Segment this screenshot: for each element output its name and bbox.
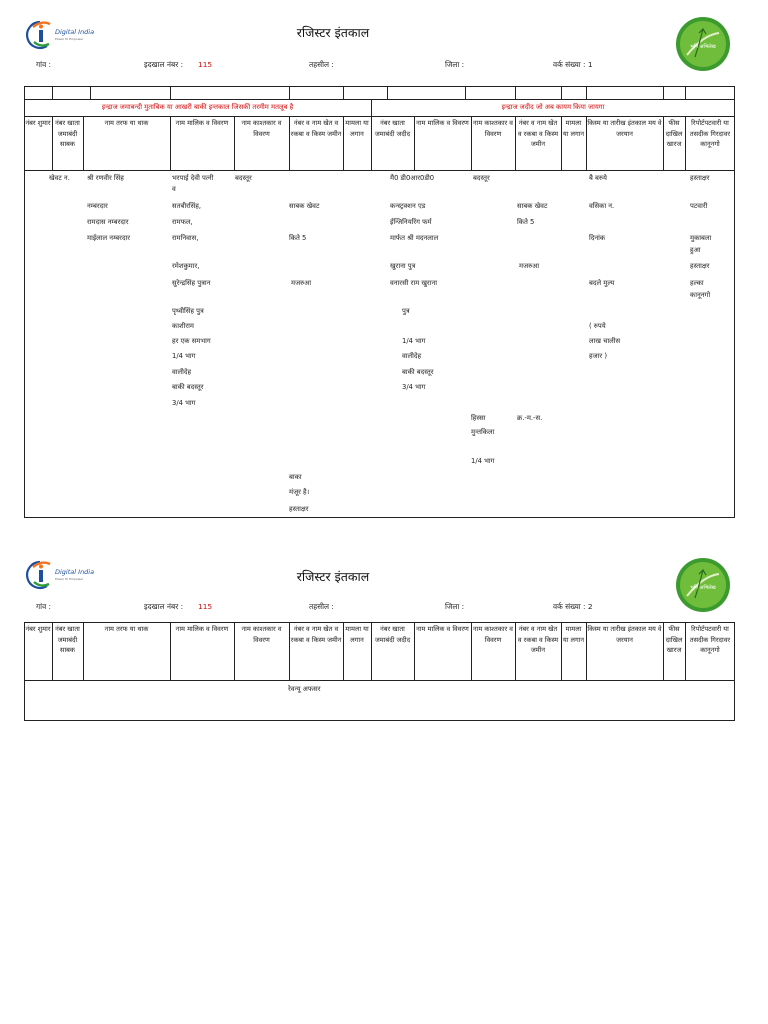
body-cell: बाकी बदस्तूर bbox=[402, 368, 434, 376]
column-header: नाम काश्तकार व विवरण bbox=[473, 119, 513, 138]
column-header: मामला या लगान bbox=[562, 625, 585, 644]
column-header: नाम मालिक व विवरण bbox=[416, 625, 469, 633]
body-cell: रेवन्यू अफसर bbox=[288, 685, 321, 693]
body-cell: हिस्सा bbox=[471, 414, 486, 422]
body-cell: वनारसी राम खुराना bbox=[390, 279, 438, 287]
digital-india-logo bbox=[28, 558, 95, 592]
mutation-number-label: इदखाल नंबर : bbox=[144, 60, 184, 69]
body-cell: बदस्तूर bbox=[473, 174, 490, 182]
page-number: वर्क संख्या : 2 bbox=[553, 602, 593, 611]
column-header: नंबर शुमार bbox=[25, 119, 51, 127]
column-header: नंबर खाता जमाबंदी साबक bbox=[55, 625, 80, 655]
column-header: नाम काश्तकार व विवरण bbox=[473, 625, 513, 644]
body-cell: हल्का bbox=[690, 279, 704, 287]
band-right-heading: इन्द्राज जदीद जो अब कायम किया जायगा bbox=[501, 103, 605, 111]
column-header: फीस दाखिल खारज bbox=[665, 625, 683, 655]
body-cell: मै0 डी0आर0डी0 bbox=[390, 174, 435, 182]
body-cell: पृथ्वीसिंह पुत्र bbox=[172, 307, 204, 315]
body-cell: काशीराम bbox=[172, 322, 194, 330]
body-cell: क्र.-म.-स. bbox=[517, 414, 543, 422]
body-cell: हुआ bbox=[690, 246, 701, 254]
body-cell: बदस्तूर bbox=[235, 174, 252, 182]
mutation-number-value: 115 bbox=[198, 602, 213, 611]
district-label: जिला : bbox=[445, 60, 465, 69]
column-header: मामला या लगान bbox=[345, 119, 369, 138]
column-header: नाम तरफ या थाक bbox=[104, 625, 149, 633]
body-cell: मजरुआ bbox=[519, 262, 540, 270]
column-header: रिपोर्टपटवारी या तसदीक गिरदावर कानूनगो bbox=[689, 625, 731, 655]
column-header: नाम काश्तकार व विवरण bbox=[241, 119, 282, 138]
band-left-heading: इन्द्राज जमाबन्दी मुताबिक या आखरी बाकी इन्तकाल जिसकी तरमीम मतलूब है bbox=[101, 103, 294, 111]
column-header: नाम मालिक व विवरण bbox=[175, 119, 229, 127]
column-header: नंबर व नाम खेत व रकबा व किस्म जमीन bbox=[517, 625, 559, 655]
column-header: मामला या लगान bbox=[562, 119, 585, 138]
body-cell: रामनिवास, bbox=[172, 234, 199, 242]
body-cell: वसिका न. bbox=[589, 202, 615, 210]
column-header: मामला या लगान bbox=[345, 625, 369, 644]
body-cell: सतबीरसिंह, bbox=[172, 202, 202, 210]
column-header: किस्म या तारीख इंतकाल मय वे जरयान bbox=[587, 625, 662, 644]
body-cell: बै बरुये bbox=[589, 174, 607, 182]
logo-tagline: Power To Empower bbox=[55, 37, 84, 41]
column-header: नाम मालिक व विवरण bbox=[175, 625, 229, 633]
body-cell: मजरुआ bbox=[291, 279, 312, 287]
body-cell: दिनांक bbox=[589, 234, 606, 242]
emblem-text: भूमि अभिलेख bbox=[690, 585, 716, 591]
body-cell: हस्ताक्षर bbox=[690, 174, 710, 182]
body-cell: वालीदेह bbox=[172, 368, 192, 376]
body-cell: बदले मुल्य bbox=[589, 279, 615, 287]
body-cell: पुत्र bbox=[402, 307, 410, 315]
body-cell: रामदास नम्बरदार bbox=[87, 218, 129, 226]
body-cell: 3/4 भाग bbox=[402, 383, 426, 391]
body-cell: 1/4 भाग bbox=[172, 352, 196, 360]
district-label: जिला : bbox=[445, 602, 465, 611]
column-header: नंबर व नाम खेत व रकबा व किस्म जमीन bbox=[290, 625, 342, 644]
body-cell: बाका bbox=[289, 473, 302, 481]
body-cell: मुकाबला bbox=[690, 234, 712, 242]
body-cell: माईलाल नम्बरदार bbox=[87, 234, 131, 242]
body-cell: साबक खेवट bbox=[289, 202, 320, 210]
body-cell: मंजूर है। bbox=[289, 488, 310, 496]
column-header: नाम काश्तकार व विवरण bbox=[241, 625, 282, 644]
body-cell: खुराना पुत्र bbox=[390, 262, 416, 270]
column-header: फीस दाखिल खारज bbox=[665, 119, 683, 149]
page-title: रजिस्टर इंतकाल bbox=[296, 25, 370, 40]
body-cell: वालीदेह bbox=[402, 352, 422, 360]
body-cell: हस्ताक्षर bbox=[289, 505, 309, 513]
body-cell: रमेशकुमार, bbox=[172, 262, 200, 270]
body-cell: किते 5 bbox=[289, 234, 307, 242]
column-header: नंबर खाता जमाबंदी जदीद bbox=[374, 119, 411, 138]
body-cell: पटवारी bbox=[690, 202, 708, 210]
column-header: नाम मालिक व विवरण bbox=[416, 119, 469, 127]
column-header: नंबर खाता जमाबंदी जदीद bbox=[374, 625, 411, 644]
body-cell: लाख चालीस bbox=[589, 337, 621, 345]
body-cell: 1/4 भाग bbox=[402, 337, 426, 345]
column-header: नाम तरफ या थाक bbox=[104, 119, 149, 127]
body-cell: खेवट न. bbox=[49, 174, 70, 182]
logo-wordmark: Digital India bbox=[55, 568, 95, 576]
body-cell: ईन्जिनियरिंग फर्म bbox=[390, 218, 432, 226]
village-label: गांव : bbox=[36, 60, 52, 69]
body-cell: सुरेन्द्रसिंह पुत्रान bbox=[172, 279, 211, 287]
body-cell: साबक खेवट bbox=[517, 202, 548, 210]
column-header: रिपोर्टपटवारी या तसदीक गिरदावर कानूनगो bbox=[689, 119, 731, 149]
body-cell: 3/4 भाग bbox=[172, 399, 196, 407]
body-cell: भरपाई देवी पत्नी bbox=[172, 174, 214, 182]
tehsil-label: तहसील : bbox=[309, 60, 334, 69]
logo-tagline: Power To Empower bbox=[55, 577, 84, 581]
body-cell: 1/4 भाग bbox=[471, 457, 495, 465]
column-header: किस्म या तारीख इंतकाल मय वे जरयान bbox=[587, 119, 662, 138]
column-header: नंबर व नाम खेत व रकबा व किस्म जमीन bbox=[290, 119, 342, 138]
body-cell: मार्फत श्री मदनलाल bbox=[390, 234, 439, 242]
column-header: नंबर खाता जमाबंदी साबक bbox=[55, 119, 80, 149]
body-cell: किते 5 bbox=[517, 218, 535, 226]
village-label: गांव : bbox=[36, 602, 52, 611]
page-title: रजिस्टर इंतकाल bbox=[296, 569, 370, 584]
mutation-number-value: 115 bbox=[198, 60, 213, 69]
body-cell: मुन्तकिला bbox=[471, 428, 495, 436]
body-cell: हजार ) bbox=[589, 352, 608, 360]
page-number: वर्क संख्या : 1 bbox=[553, 60, 593, 69]
bhumi-abhilekh-emblem bbox=[673, 556, 733, 618]
body-cell: रामफल, bbox=[172, 218, 193, 226]
body-cell: हस्ताक्षर bbox=[690, 262, 710, 270]
column-header: नंबर शुमार bbox=[25, 625, 51, 633]
body-cell: व bbox=[172, 185, 176, 193]
body-cell: बाकी बदस्तूर bbox=[172, 383, 204, 391]
logo-wordmark: Digital India bbox=[55, 28, 95, 36]
column-header: नंबर व नाम खेत व रकबा व किस्म जमीन bbox=[517, 119, 559, 149]
body-cell: कन्स्ट्रक्शन एड bbox=[390, 202, 426, 210]
body-cell: नम्बरदार bbox=[87, 202, 108, 210]
emblem-text: भूमि अभिलेख bbox=[690, 44, 716, 50]
tehsil-label: तहसील : bbox=[309, 602, 334, 611]
body-cell: ( रुपये bbox=[589, 322, 606, 330]
mutation-number-label: इदखाल नंबर : bbox=[144, 602, 184, 611]
body-cell: कानूनगो bbox=[690, 291, 711, 299]
body-cell: हर एक समभाग bbox=[172, 337, 211, 345]
body-cell: श्री रणवीर सिंह bbox=[87, 174, 124, 182]
